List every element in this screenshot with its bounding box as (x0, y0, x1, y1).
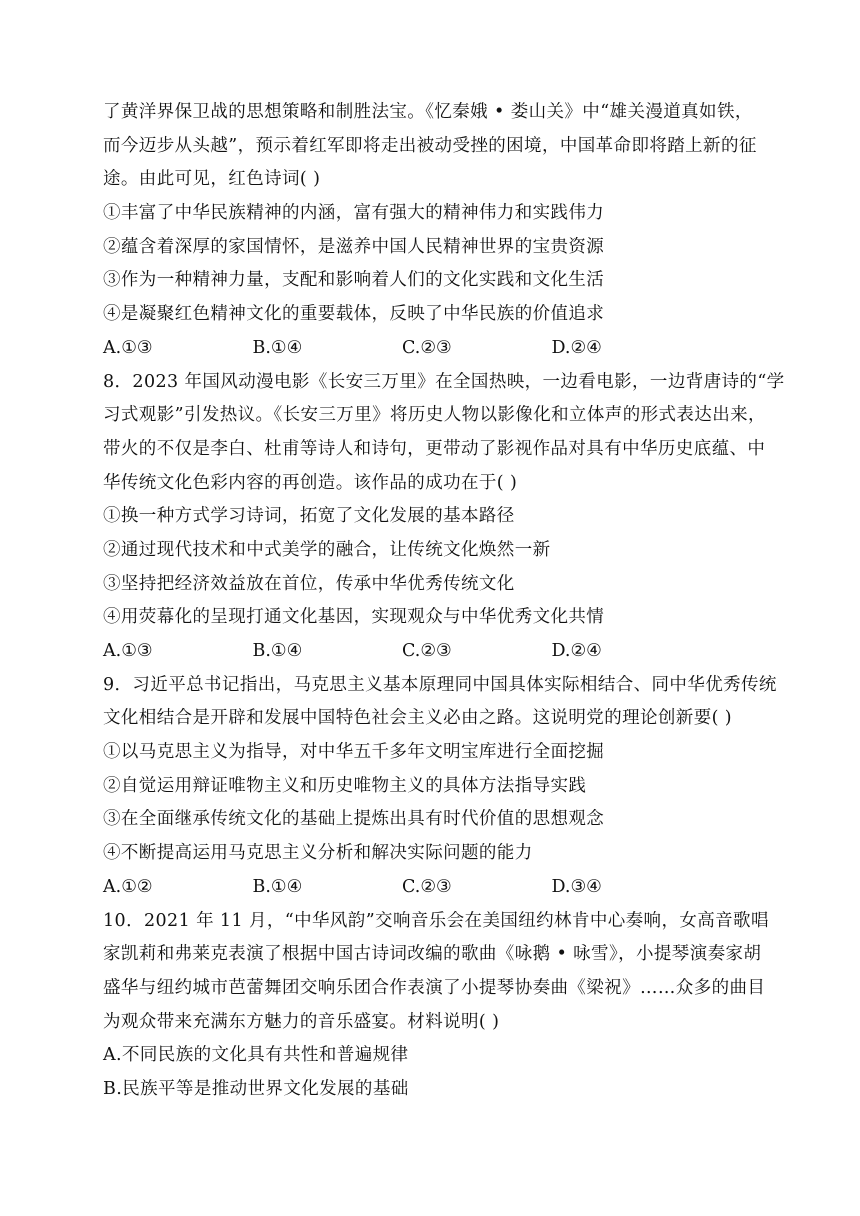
question-stem-line: 了黄洋界保卫战的思想策略和制胜法宝。《忆秦娥 • 娄山关》中“雄关漫道真如铁， (103, 102, 753, 122)
option-a: A.①③ (103, 337, 153, 358)
option-b: B.民族平等是推动世界文化发展的基础 (103, 1078, 409, 1099)
answer-options (103, 332, 763, 366)
question-stem-line: 10．2021 年 11 月，“中华风韵”交响音乐会在美国纽约林肯中心奏响，女高音歌唱 (103, 910, 769, 931)
option-b: B.①④ (252, 641, 303, 661)
statement-item: ③作为一种精神力量，支配和影响着人们的文化实践和文化生活 (103, 270, 605, 291)
question-stem-line: 带火的不仅是李白、杜甫等诗人和诗句，更带动了影视作品对具有中华历史底蕴、中 (103, 438, 766, 459)
statement-item: ④用荧幕化的呈现打通文化基因，实现观众与中华优秀文化共情 (103, 607, 605, 628)
option-c: C.②③ (402, 641, 452, 661)
answer-options (103, 635, 763, 669)
statement-item: ②蕴含着深厚的家国情怀，是滋养中国人民精神世界的宝贵资源 (103, 236, 605, 257)
question-10 (103, 905, 769, 1107)
statement-item: ③坚持把经济效益放在首位，传承中华优秀传统文化 (103, 573, 515, 594)
question-7 (103, 96, 763, 366)
option-a: A.①② (103, 876, 153, 897)
question-stem-line: 家凯莉和弗莱克表演了根据中国古诗词改编的歌曲《咏鹅 • 咏雪》，小提琴演奏家胡 (103, 944, 762, 965)
question-9 (103, 669, 777, 905)
statement-item: ③在全面继承传统文化的基础上提炼出具有时代价值的思想观念 (103, 809, 605, 830)
statement-item: ①以马克思主义为指导，对中华五千多年文明宝库进行全面挖掘 (103, 742, 605, 763)
question-stem-line: 习式观影”引发热议。《长安三万里》将历史人物以影像化和立体声的形式表达出来， (103, 405, 766, 426)
statement-item: ①换一种方式学习诗词，拓宽了文化发展的基本路径 (103, 506, 515, 527)
option-a: A.①③ (103, 641, 153, 661)
statement-item: ④不断提高运用马克思主义分析和解决实际问题的能力 (103, 843, 533, 864)
question-8 (103, 366, 785, 669)
option-b: B.①④ (252, 876, 303, 897)
statement-item: ④是凝聚红色精神文化的重要载体，反映了中华民族的价值追求 (103, 304, 605, 325)
question-stem-line: 途。由此可见，红色诗词( ) (103, 169, 321, 190)
statement-item: ②通过现代技术和中式美学的融合，让传统文化焕然一新 (103, 539, 551, 560)
option-d: D.③④ (551, 876, 602, 897)
answer-options (103, 871, 763, 905)
option-b: B.①④ (252, 337, 303, 358)
option-d: D.②④ (551, 337, 602, 358)
option-a: A.不同民族的文化具有共性和普遍规律 (103, 1045, 409, 1066)
question-stem-line: 8．2023 年国风动漫电影《长安三万里》在全国热映，一边看电影，一边背唐诗的“学 (103, 371, 785, 392)
statement-item: ②自觉运用辩证唯物主义和历史唯物主义的具体方法指导实践 (103, 775, 587, 796)
option-c: C.②③ (402, 337, 452, 358)
exam-page (103, 96, 785, 1107)
option-d: D.②④ (551, 641, 602, 661)
question-stem-line: 为观众带来充满东方魅力的音乐盛宴。材料说明( ) (103, 1011, 500, 1032)
question-stem-line: 而今迈步从头越”，预示着红军即将走出被动受挫的困境，中国革命即将踏上新的征 (103, 135, 757, 156)
question-stem-line: 9．习近平总书记指出，马克思主义基本原理同中国具体实际相结合、同中华优秀传统 (103, 674, 777, 695)
question-stem-line: 华传统文化色彩内容的再创造。该作品的成功在于( ) (103, 472, 518, 493)
statement-item: ①丰富了中华民族精神的内涵，富有强大的精神伟力和实践伟力 (103, 203, 605, 224)
question-stem-line: 盛华与纽约城市芭蕾舞团交响乐团合作表演了小提琴协奏曲《梁祝》……众多的曲目 (103, 977, 766, 998)
question-stem-line: 文化相结合是开辟和发展中国特色社会主义必由之路。这说明党的理论创新要( ) (103, 708, 733, 729)
option-c: C.②③ (402, 876, 452, 897)
